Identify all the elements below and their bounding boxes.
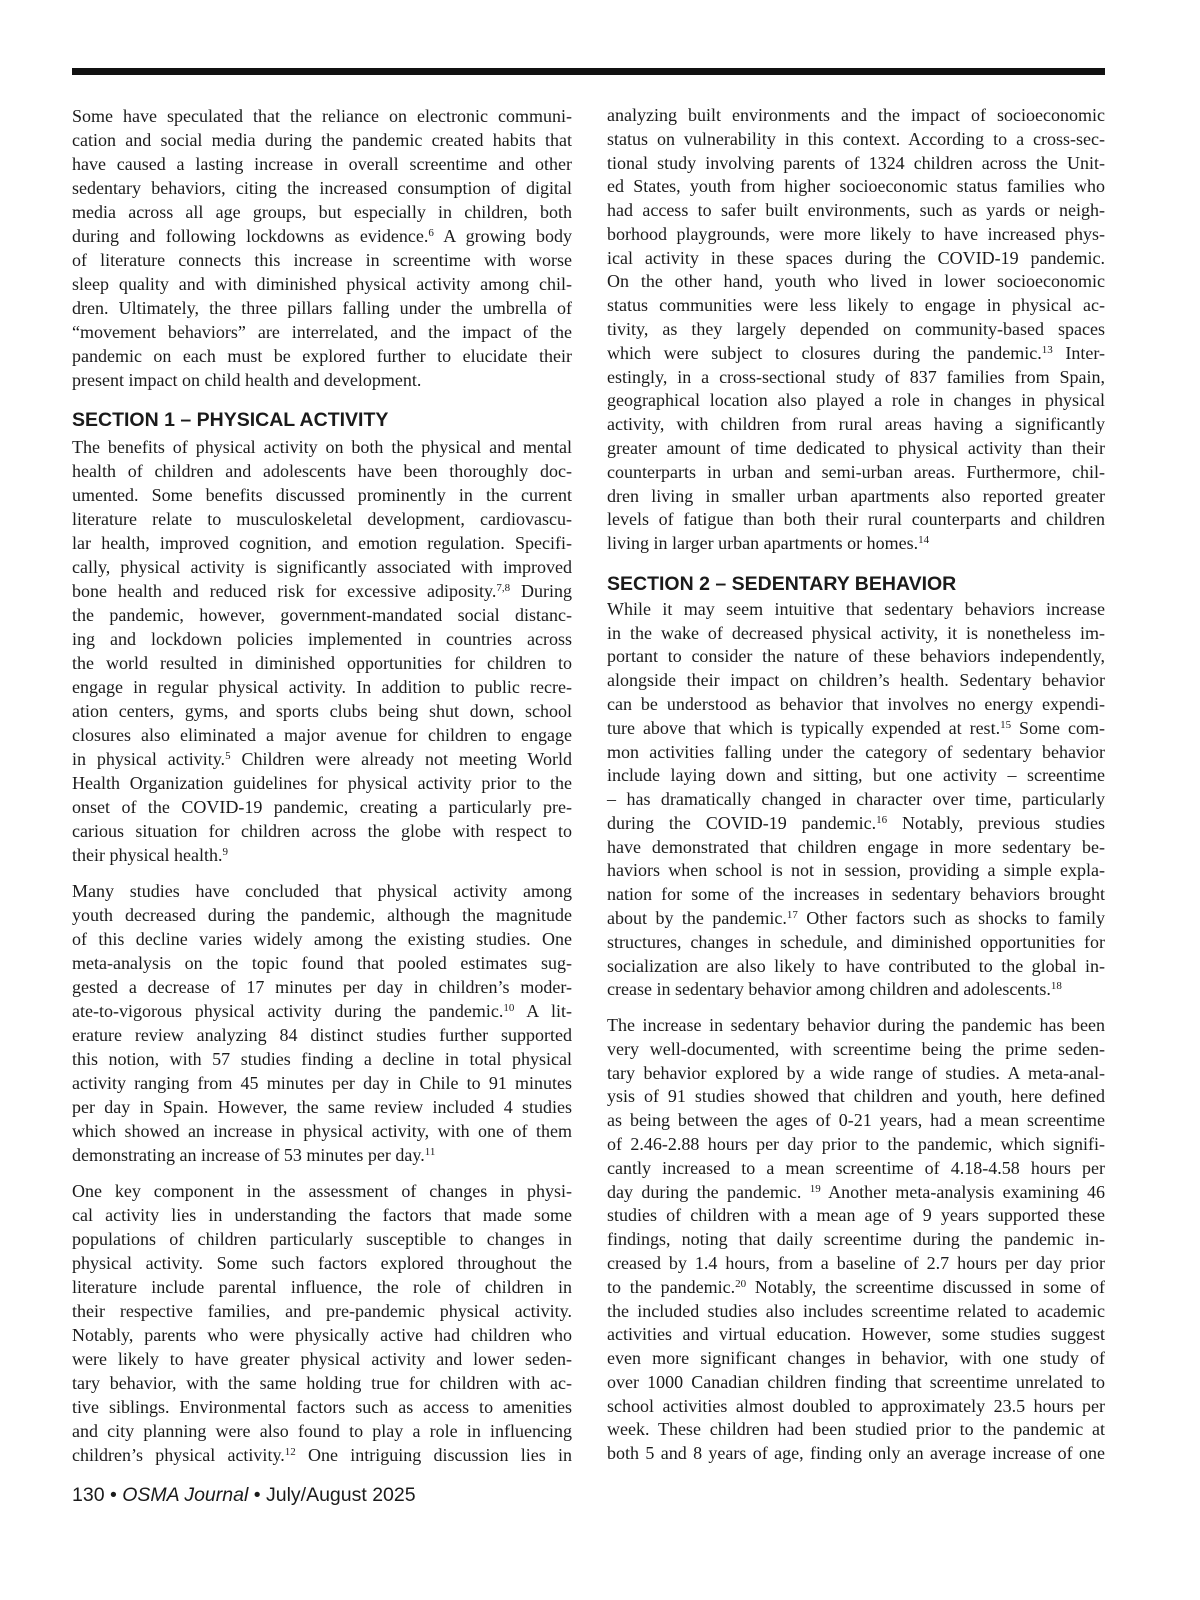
text-run: During [510, 581, 572, 601]
text-line: ysis of 91 studies showed that children and youth, here defined [607, 1086, 1105, 1107]
text-line [72, 224, 572, 248]
text-line [607, 532, 1105, 556]
page-number: 130 [72, 1484, 105, 1506]
text-line: findings, noting that daily screentime during the pandemic in- [607, 1229, 1105, 1250]
paragraph [607, 598, 1105, 1002]
text-line: very well-documented, with screentime being the prime seden- [607, 1038, 1105, 1059]
text-line: tivity, as they largely depended on community-based spaces [607, 319, 1105, 340]
text-line: activities and virtual education. However, some studies suggest [607, 1324, 1105, 1345]
text-line: onset of the COVID-19 pandemic, creating a particularly pre- [72, 797, 572, 817]
text-line: alongside their impact on children’s health. Sedentary behavior [607, 670, 1105, 691]
citation-superscript: 5 [225, 750, 231, 762]
text-line: – has dramatically changed in character over time, particularly [607, 789, 1105, 810]
text-line: populations of children particularly susceptible to changes in [72, 1229, 572, 1249]
text-line [607, 812, 1105, 836]
text-run: Children were already not meeting World [230, 749, 572, 769]
text-run: crease in sedentary behavior among children and adolescents. [607, 979, 1051, 1000]
text-line: physical activity. Some such factors explored throughout the [72, 1253, 572, 1273]
text-line: estingly, in a cross-sectional study of 837 families from Spain, [607, 366, 1105, 387]
text-line: counterparts in urban and semi-urban areas. Furthermore, chil- [607, 461, 1105, 482]
text-line [607, 342, 1105, 366]
text-line [607, 978, 1105, 1002]
citation-superscript: 6 [428, 227, 434, 239]
header-rule [72, 68, 1105, 75]
text-run: Inter- [1052, 342, 1105, 363]
text-line: Some have speculated that the reliance on electronic communi- [72, 106, 572, 126]
text-line: borhood playgrounds, were more likely to have increased phys- [607, 223, 1105, 244]
text-line: can be understood as behavior that involves no energy expendi- [607, 693, 1105, 714]
text-line: the world resulted in diminished opportunities for children to [72, 653, 572, 673]
text-run: children’s physical activity. [72, 1445, 285, 1465]
text-run: to the pandemic. [607, 1276, 736, 1297]
text-line [72, 747, 572, 771]
text-line: present impact on child health and development. [72, 370, 422, 390]
text-line: this notion, with 57 studies finding a decline in total physical [72, 1049, 572, 1069]
text-line: ed States, youth from higher socioeconomic status families who [607, 176, 1105, 197]
text-line: tional study involving parents of 1324 children across the Unit- [607, 152, 1105, 173]
text-run: One intriguing discussion lies in [295, 1445, 572, 1465]
text-line: lar health, improved cognition, and emotion regulation. Specifi- [72, 533, 572, 553]
text-line: and city planning were also found to play a role in influencing [72, 1421, 572, 1441]
text-line: dren. Ultimately, the three pillars falling under the umbrella of [72, 298, 572, 318]
text-line [607, 907, 1105, 931]
text-run: A lit- [514, 1001, 572, 1021]
text-line: The increase in sedentary behavior during the pandemic has been [607, 1015, 1105, 1036]
text-line: pandemic on each must be explored further to elucidate their [72, 346, 572, 366]
text-run: demonstrating an increase of 53 minutes per day. [72, 1145, 425, 1165]
text-line: week. These children had been studied prior to the pandemic at [607, 1419, 1105, 1440]
paragraph [72, 435, 572, 867]
text-line: literature relate to musculoskeletal development, cardiovascu- [72, 509, 572, 529]
paragraph [72, 1179, 572, 1467]
text-line: as being between the ages of 0-21 years, had a mean screentime [607, 1110, 1105, 1131]
citation-superscript: 18 [1050, 980, 1062, 993]
text-line: erature review analyzing 84 distinct studies further supported [72, 1025, 572, 1045]
text-line: nation for some of the increases in sedentary behaviors brought [607, 884, 1105, 905]
text-line [72, 843, 572, 867]
text-line [607, 1276, 1105, 1300]
text-run: Notably, the screentime discussed in some of [746, 1276, 1105, 1297]
citation-superscript: 17 [786, 909, 798, 921]
text-line: over 1000 Canadian children finding that screentime unrelated to [607, 1371, 1105, 1392]
text-line: geographical location also played a role in changes in physical [607, 390, 1105, 411]
text-line: cation and social media during the pandemic created habits that [72, 130, 572, 150]
text-line: On the other hand, youth who lived in lower socioeconomic [607, 271, 1105, 292]
paragraph [72, 879, 572, 1167]
text-run: Another meta-analysis examining 46 [820, 1181, 1105, 1202]
text-line: creased by 1.4 hours, from a baseline of 2.7 hours per day prior [607, 1252, 1105, 1273]
text-line: umented. Some benefits discussed prominently in the current [72, 485, 572, 505]
text-run: during the COVID-19 pandemic. [607, 812, 877, 833]
paragraph [607, 1014, 1105, 1466]
text-line: socialization are also likely to have contributed to the global in- [607, 955, 1105, 976]
text-line [607, 1181, 1105, 1205]
text-line: sleep quality and with diminished physical activity among chil- [72, 274, 572, 294]
text-line: per day in Spain. However, the same review included 4 studies [72, 1097, 572, 1117]
citation-superscript: 19 [809, 1182, 821, 1195]
text-line: greater amount of time dedicated to physical activity than their [607, 437, 1105, 458]
text-line: tive siblings. Environmental factors such as access to amenities [72, 1397, 572, 1417]
text-line: have caused a lasting increase in overall screentime and other [72, 154, 572, 174]
text-line: school activities almost doubled to approximately 23.5 hours per [607, 1395, 1105, 1416]
text-line: The benefits of physical activity on both the physical and mental [72, 437, 572, 457]
text-line: status communities were less likely to engage in physical ac- [607, 295, 1105, 316]
citation-superscript: 16 [876, 813, 888, 826]
footer-separator: • [109, 1484, 117, 1506]
right-column [607, 104, 1105, 1466]
text-run: living in larger urban apartments or homes. [607, 533, 919, 554]
text-line: ical activity in these spaces during the COVID-19 pandemic. [607, 247, 1105, 268]
text-line: health of children and adolescents have been thoroughly doc- [72, 461, 572, 481]
text-run: their physical health. [72, 845, 223, 865]
text-line: of 2.46-2.88 hours per day prior to the pandemic, which signifi- [607, 1134, 1105, 1155]
paragraph [72, 104, 572, 392]
text-line: Notably, parents who were physically active had children who [72, 1325, 572, 1345]
citation-superscript: 14 [918, 534, 930, 547]
text-line [72, 579, 572, 603]
text-line: structures, changes in schedule, and diminished opportunities for [607, 931, 1105, 952]
citation-superscript: 20 [735, 1277, 747, 1290]
footer-separator: • [253, 1484, 261, 1506]
citation-superscript: 10 [503, 1002, 515, 1014]
text-run: Notably, previous studies [887, 812, 1106, 833]
text-line [607, 717, 1105, 741]
issue-date: July/August 2025 [265, 1484, 416, 1506]
text-run: Some com- [1011, 717, 1105, 738]
text-line: cantly increased to a mean screentime of 4.18-4.58 hours per [607, 1157, 1105, 1178]
citation-superscript: 13 [1041, 343, 1053, 356]
section-heading: SECTION 2 – SEDENTARY BEHAVIOR [607, 572, 957, 595]
text-line: haviors when school is not in session, providing a simple expla- [607, 860, 1105, 881]
text-run: ate-to-vigorous physical activity during the pandemic. [72, 1001, 504, 1021]
text-run: bone health and reduced risk for excessive adiposity. [72, 581, 497, 601]
text-line: have demonstrated that children engage in more sedentary be- [607, 836, 1105, 857]
text-line: analyzing built environments and the impact of socioeconomic [607, 105, 1105, 125]
text-line: both 5 and 8 years of age, finding only an average increase of one [607, 1443, 1105, 1464]
text-line: ing and lockdown policies implemented in countries across [72, 629, 572, 649]
text-line: meta-analysis on the topic found that pooled estimates sug- [72, 953, 572, 973]
text-line [72, 1443, 572, 1467]
text-run: Other factors such as shocks to family [797, 908, 1106, 928]
section-heading: SECTION 1 – PHYSICAL ACTIVITY [72, 409, 389, 431]
text-line: had access to safer built environments, such as yards or neigh- [607, 200, 1105, 221]
text-line: carious situation for children across the globe with respect to [72, 821, 572, 841]
text-line: cal activity lies in understanding the factors that made some [72, 1205, 572, 1225]
text-run: about by the pandemic. [607, 908, 787, 928]
text-line: media across all age groups, but especially in children, both [72, 202, 572, 222]
text-run: ture above that which is typically expended at rest. [607, 717, 1001, 738]
text-line: “movement behaviors” are interrelated, and the impact of the [72, 322, 572, 342]
citation-superscript: 15 [1000, 718, 1012, 731]
text-line: youth decreased during the pandemic, although the magnitude [72, 905, 572, 925]
text-line: include laying down and sitting, but one activity – screentime [607, 765, 1105, 786]
text-line: status on vulnerability in this context. According to a cross-sec- [607, 128, 1105, 149]
journal-name: OSMA Journal [122, 1484, 249, 1506]
text-line: were likely to have greater physical activity and lower seden- [72, 1349, 572, 1369]
text-line: cally, physical activity is significantly associated with improved [72, 557, 572, 577]
paragraph [607, 104, 1105, 556]
text-line: tary behavior, with the same holding true for children with ac- [72, 1373, 572, 1393]
text-line: Many studies have concluded that physical activity among [72, 881, 572, 901]
text-line [72, 1143, 572, 1167]
text-line: Health Organization guidelines for physical activity prior to the [72, 773, 572, 793]
text-line: ation centers, gyms, and sports clubs being shut down, school [72, 701, 572, 721]
text-line: of this decline varies widely among the existing studies. One [72, 929, 572, 949]
text-line: portant to consider the nature of these behaviors independently, [607, 646, 1105, 667]
citation-superscript: 7,8 [496, 582, 511, 594]
text-line: even more significant changes in behavior, with one study of [607, 1348, 1105, 1369]
text-line: engage in regular physical activity. In addition to public recre- [72, 677, 572, 697]
text-line: studies of children with a mean age of 9 years supported these [607, 1205, 1105, 1226]
text-line: literature include parental influence, the role of children in [72, 1277, 572, 1297]
text-line: dren living in smaller urban apartments also reported greater [607, 485, 1105, 506]
text-run: day during the pandemic. [607, 1181, 810, 1202]
text-line [72, 999, 572, 1023]
citation-superscript: 12 [284, 1446, 296, 1458]
text-line: closures also eliminated a major avenue for children to engage [72, 725, 572, 745]
text-line: One key component in the assessment of changes in physi- [72, 1181, 572, 1201]
text-run: during and following lockdowns as evidence. [72, 226, 429, 246]
text-line: gested a decrease of 17 minutes per day in children’s moder- [72, 977, 572, 997]
citation-superscript: 11 [424, 1146, 436, 1158]
text-line: of literature connects this increase in screentime with worse [72, 250, 572, 270]
text-run: A growing body [433, 226, 572, 246]
text-line: the pandemic, however, government-mandated social distanc- [72, 605, 572, 625]
text-line: their respective families, and pre-pandemic physical activity. [72, 1301, 572, 1321]
text-line: which showed an increase in physical activity, with one of them [72, 1121, 572, 1141]
text-line: tary behavior explored by a wide range of studies. A meta-anal- [607, 1062, 1105, 1083]
text-line: activity ranging from 45 minutes per day in Chile to 91 minutes [72, 1073, 572, 1093]
text-line: activity, with children from rural areas having a significantly [607, 414, 1105, 435]
text-line: mon activities falling under the category of sedentary behavior [607, 741, 1105, 762]
text-line: sedentary behaviors, citing the increased consumption of digital [72, 178, 572, 198]
text-line: levels of fatigue than both their rural counterparts and children [607, 509, 1105, 530]
left-column [72, 104, 572, 1467]
text-line: While it may seem intuitive that sedentary behaviors increase [607, 598, 1105, 619]
text-run: in physical activity. [72, 749, 226, 769]
text-line: the included studies also includes screentime related to academic [607, 1300, 1105, 1321]
citation-superscript: 9 [222, 846, 228, 858]
text-run: which were subject to closures during the pandemic. [607, 342, 1042, 363]
text-line: in the wake of decreased physical activity, it is nonetheless im- [607, 622, 1105, 643]
page-footer [72, 1482, 416, 1508]
